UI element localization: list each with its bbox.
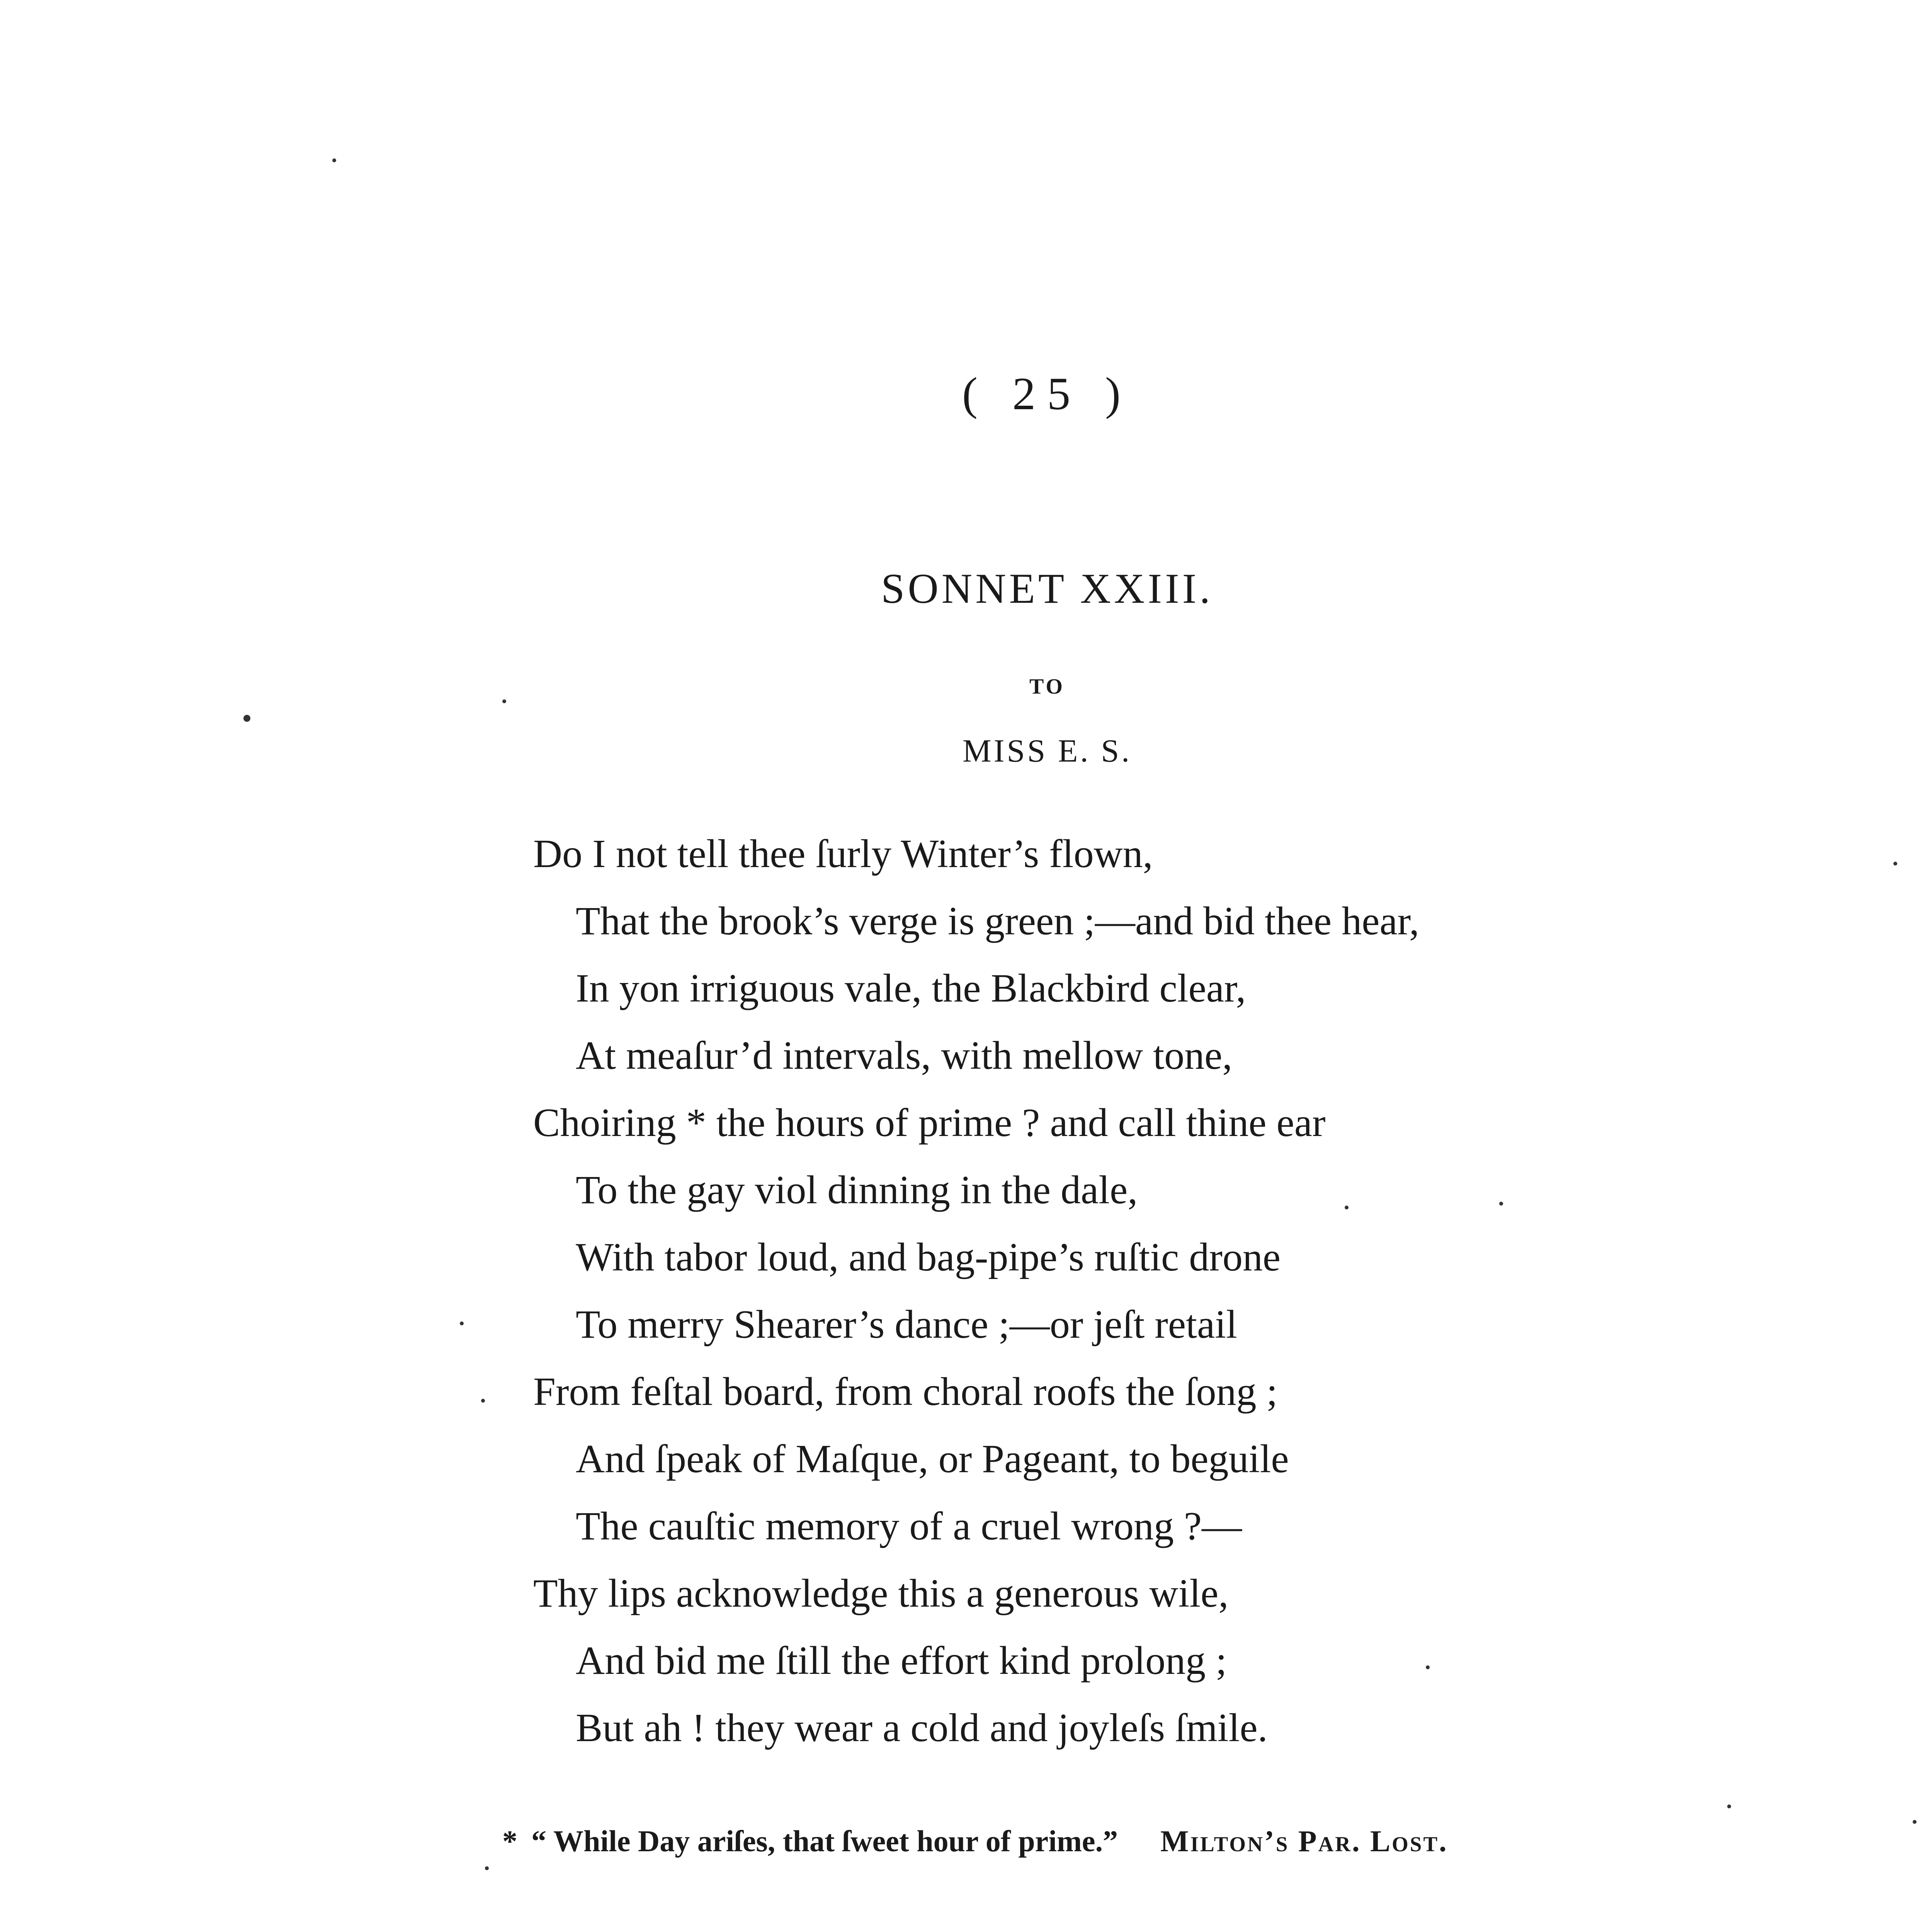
poem-line: To the gay viol dinning in the dale, <box>576 1168 1138 1212</box>
footnote-quote: “ While Day ariſes, that ſweet hour of prime.” <box>531 1824 1118 1858</box>
dedicatee-name: MISS E. S. <box>962 733 1132 769</box>
footnote <box>502 1824 1932 1859</box>
page-number: ( 25 ) <box>962 368 1132 419</box>
scan-speck <box>1893 862 1897 866</box>
poem-line: From feſtal board, from choral roofs the ſong ; <box>533 1369 1278 1414</box>
scan-speck <box>481 1399 485 1403</box>
scan-speck <box>460 1321 464 1325</box>
scan-speck <box>1345 1206 1349 1209</box>
scan-speck <box>485 1866 489 1870</box>
scan-speck <box>332 158 336 162</box>
scan-speck <box>1727 1804 1731 1808</box>
poem-line: But ah ! they wear a cold and joyleſs ſmile. <box>576 1706 1268 1750</box>
scan-speck <box>1499 1202 1503 1206</box>
footnote-source: Milton’s Par. Lost. <box>1160 1824 1448 1858</box>
poem-line: And bid me ſtill the effort kind prolong ; <box>576 1638 1227 1683</box>
poem-line: Choiring * the hours of prime ? and call thine ear <box>533 1100 1326 1145</box>
poem-line: Do I not tell thee ſurly Winter’s flown, <box>533 832 1153 876</box>
footnote-marker: * <box>502 1824 517 1858</box>
poem-line: With tabor loud, and bag-pipe’s ruſtic drone <box>576 1235 1281 1279</box>
poem-line: Thy lips acknowledge this a generous wile, <box>533 1571 1229 1616</box>
scan-speck <box>1426 1665 1430 1669</box>
sonnet-title: SONNET XXIII. <box>881 565 1213 612</box>
poem-line: The cauſtic memory of a cruel wrong ?— <box>576 1504 1242 1548</box>
sonnet-body <box>533 827 1770 1768</box>
scan-speck <box>502 699 506 703</box>
scan-speck <box>243 715 250 722</box>
scan-speck <box>1913 1820 1917 1824</box>
dedication-to-label: TO <box>1029 675 1065 699</box>
poem-line: That the brook’s verge is green ;—and bid thee hear, <box>576 899 1419 943</box>
poem-line: And ſpeak of Maſque, or Pageant, to beguile <box>576 1437 1289 1481</box>
poem-line: In yon irriguous vale, the Blackbird clear, <box>576 966 1246 1010</box>
poem-line: At meaſur’d intervals, with mellow tone, <box>576 1033 1233 1078</box>
poem-line: To merry Shearer’s dance ;—or jeſt retail <box>576 1302 1237 1347</box>
